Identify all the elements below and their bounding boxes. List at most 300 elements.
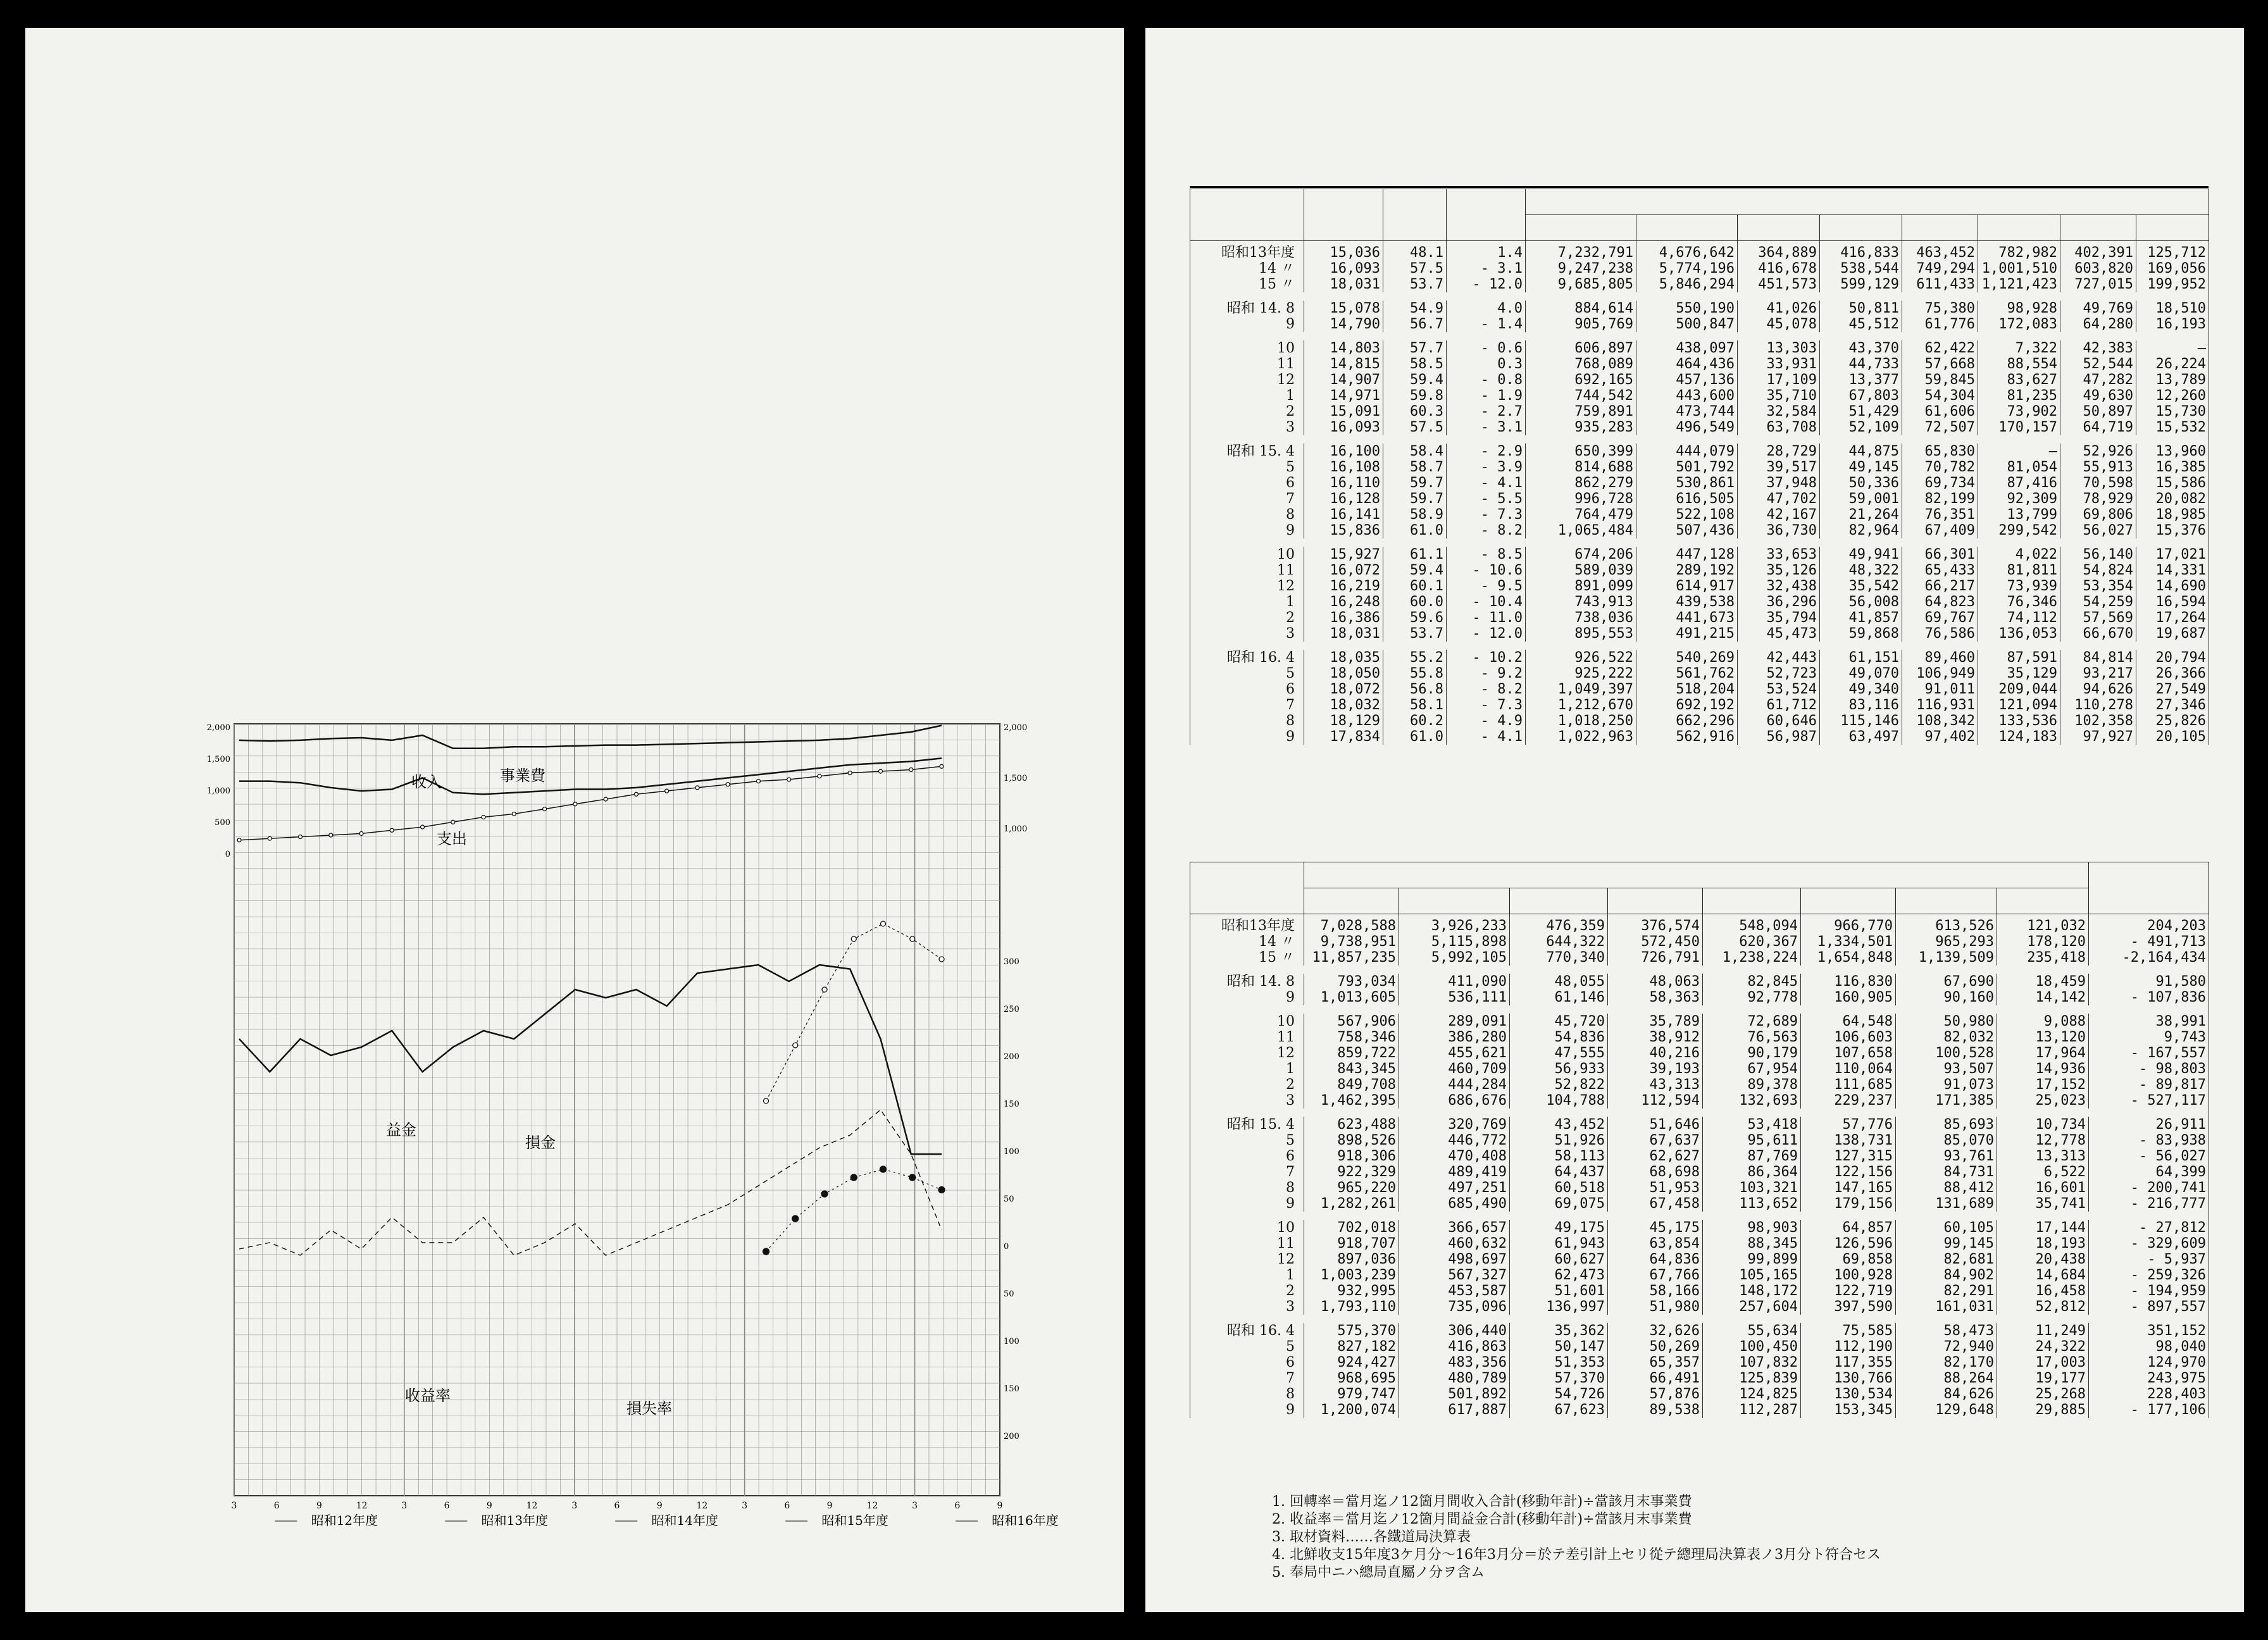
value-cell: 4.0: [1447, 301, 1526, 316]
value-cell: 979,747: [1304, 1386, 1399, 1402]
value-cell: 918,707: [1304, 1236, 1399, 1252]
series-point-損金: [764, 1098, 769, 1103]
value-cell: 69,075: [1510, 1196, 1608, 1212]
column-header: [1304, 888, 1399, 914]
value-cell: 100,528: [1896, 1045, 1997, 1061]
value-cell: 13,120: [1997, 1029, 2089, 1045]
value-cell: 898,526: [1304, 1133, 1399, 1148]
value-cell: 49,941: [1820, 547, 1902, 562]
value-cell: 20,438: [1997, 1252, 2089, 1267]
value-cell: 179,156: [1801, 1196, 1896, 1212]
table-row: [1190, 459, 2209, 475]
value-cell: 14,690: [2136, 578, 2209, 594]
column-header: [1383, 189, 1447, 241]
value-cell: 692,192: [1636, 697, 1738, 713]
value-cell: 644,322: [1510, 934, 1608, 950]
value-cell: - 8.5: [1447, 547, 1526, 562]
value-cell: 599,129: [1820, 276, 1902, 292]
value-cell: 460,632: [1399, 1236, 1510, 1252]
period-cell: 1: [1190, 594, 1304, 610]
value-cell: 57,668: [1902, 356, 1978, 372]
period-cell: 6: [1190, 475, 1304, 491]
axis-tick-label: 300: [1004, 957, 1019, 967]
value-cell: 84,902: [1896, 1267, 1997, 1283]
value-cell: 12,260: [2136, 388, 2209, 404]
value-cell: 51,926: [1510, 1133, 1608, 1148]
table-row: [1190, 340, 2209, 356]
value-cell: 935,283: [1526, 419, 1636, 435]
value-cell: 50,897: [2060, 404, 2136, 419]
value-cell: 25,826: [2136, 713, 2209, 729]
value-cell: 228,403: [2089, 1386, 2209, 1402]
table-row: [1190, 241, 2209, 261]
value-cell: - 89,817: [2089, 1077, 2209, 1093]
row-spacer: [1190, 642, 2209, 650]
value-cell: 49,630: [2060, 388, 2136, 404]
value-cell: 16,100: [1304, 444, 1383, 459]
series-point-損失率: [821, 1191, 828, 1197]
value-cell: 27,549: [2136, 681, 2209, 697]
table-row: [1190, 1180, 2209, 1196]
value-cell: 13,377: [1820, 372, 1902, 388]
value-cell: 35,794: [1738, 610, 1820, 626]
value-cell: 67,458: [1608, 1196, 1703, 1212]
value-cell: 57,569: [2060, 610, 2136, 626]
row-spacer: [1190, 332, 2209, 340]
value-cell: - 11.0: [1447, 610, 1526, 626]
value-cell: 42,443: [1738, 650, 1820, 666]
value-cell: 18,072: [1304, 681, 1383, 697]
value-cell: 62,627: [1608, 1148, 1703, 1164]
value-cell: 89,460: [1902, 650, 1978, 666]
value-cell: - 8.2: [1447, 523, 1526, 538]
table-row: [1190, 276, 2209, 292]
value-cell: 59,001: [1820, 491, 1902, 507]
value-cell: 18,193: [1997, 1236, 2089, 1252]
value-cell: 416,863: [1399, 1339, 1510, 1355]
series-point-支出: [940, 764, 944, 768]
value-cell: 102,358: [2060, 713, 2136, 729]
row-spacer: [1190, 1315, 2209, 1323]
value-cell: - 167,557: [2089, 1045, 2209, 1061]
value-cell: 51,353: [1510, 1355, 1608, 1370]
value-cell: 171,385: [1896, 1093, 1997, 1109]
row-spacer: [1190, 1109, 2209, 1117]
value-cell: 36,296: [1738, 594, 1820, 610]
footnote: 1. 回轉率＝當月迄ノ12箇月間收入合計(移動年計)÷當該月末事業費: [1272, 1494, 1692, 1510]
table-row: [1190, 974, 2209, 990]
value-cell: 567,327: [1399, 1267, 1510, 1283]
series-point-損金: [793, 1043, 798, 1048]
value-cell: 112,287: [1703, 1402, 1801, 1418]
value-cell: 43,370: [1820, 340, 1902, 356]
value-cell: 112,594: [1608, 1093, 1703, 1109]
value-cell: 14,971: [1304, 388, 1383, 404]
value-cell: 61,606: [1902, 404, 1978, 419]
period-cell: 昭和 15. 4: [1190, 1117, 1304, 1133]
year-label: 昭和16年度: [992, 1513, 1059, 1528]
value-cell: 64,836: [1608, 1252, 1703, 1267]
value-cell: - 83,938: [2089, 1133, 2209, 1148]
value-cell: 5,846,294: [1636, 276, 1738, 292]
value-cell: 1,003,239: [1304, 1267, 1399, 1283]
period-cell: 5: [1190, 666, 1304, 681]
value-cell: - 3.1: [1447, 419, 1526, 435]
value-cell: 289,091: [1399, 1014, 1510, 1029]
table-row: [1190, 1339, 2209, 1355]
table-row: [1190, 491, 2209, 507]
value-cell: 623,488: [1304, 1117, 1399, 1133]
value-cell: 685,490: [1399, 1196, 1510, 1212]
value-cell: 14,142: [1997, 990, 2089, 1005]
value-cell: 15,836: [1304, 523, 1383, 538]
value-cell: 35,126: [1738, 562, 1820, 578]
value-cell: 51,429: [1820, 404, 1902, 419]
value-cell: 53,418: [1703, 1117, 1801, 1133]
value-cell: 69,767: [1902, 610, 1978, 626]
value-cell: 32,626: [1608, 1323, 1703, 1339]
value-cell: 443,600: [1636, 388, 1738, 404]
value-cell: 56.7: [1383, 316, 1447, 332]
value-cell: 89,538: [1608, 1402, 1703, 1418]
value-cell: 28,729: [1738, 444, 1820, 459]
value-cell: 744,542: [1526, 388, 1636, 404]
value-cell: 19,177: [1997, 1370, 2089, 1386]
value-cell: 758,346: [1304, 1029, 1399, 1045]
table-row: [1190, 444, 2209, 459]
axis-tick-label: 500: [215, 818, 230, 828]
value-cell: 14,803: [1304, 340, 1383, 356]
value-cell: 124,825: [1703, 1386, 1801, 1402]
value-cell: 75,585: [1801, 1323, 1896, 1339]
value-cell: 674,206: [1526, 547, 1636, 562]
value-cell: 130,766: [1801, 1370, 1896, 1386]
year-label: 昭和13年度: [481, 1513, 549, 1528]
value-cell: 895,553: [1526, 626, 1636, 642]
table-row: [1190, 404, 2209, 419]
value-cell: 136,053: [1978, 626, 2060, 642]
value-cell: 56,140: [2060, 547, 2136, 562]
table-row: [1190, 914, 2209, 935]
value-cell: 61.0: [1383, 729, 1447, 745]
period-cell: 2: [1190, 404, 1304, 419]
value-cell: 402,391: [2060, 241, 2136, 261]
value-cell: 299,542: [1978, 523, 2060, 538]
value-cell: - 5,937: [2089, 1252, 2209, 1267]
series-point-支出: [299, 835, 302, 839]
value-cell: 351,152: [2089, 1323, 2209, 1339]
value-cell: 849,708: [1304, 1077, 1399, 1093]
value-cell: - 0.8: [1447, 372, 1526, 388]
value-cell: - 897,557: [2089, 1299, 2209, 1315]
value-cell: 172,083: [1978, 316, 2060, 332]
axis-tick-label: 2,000: [1004, 723, 1028, 733]
period-cell: 昭和13年度: [1190, 241, 1304, 261]
value-cell: 93,507: [1896, 1061, 1997, 1077]
table-row: [1190, 1061, 2209, 1077]
series-label: 益金: [386, 1121, 416, 1139]
table-row: [1190, 934, 2209, 950]
axis-tick-label: 1,000: [1004, 824, 1028, 834]
table-row: [1190, 316, 2209, 332]
value-cell: 16,193: [2136, 316, 2209, 332]
value-cell: 483,356: [1399, 1355, 1510, 1370]
value-cell: 116,830: [1801, 974, 1896, 990]
month-tick-label: 3: [401, 1501, 408, 1511]
left-page: [25, 28, 1124, 1612]
value-cell: 5,774,196: [1636, 261, 1738, 276]
value-cell: 464,436: [1636, 356, 1738, 372]
value-cell: 58.4: [1383, 444, 1447, 459]
value-cell: 35,741: [1997, 1196, 2089, 1212]
footnote: 5. 奉局中ニハ總局直屬ノ分ヲ含ム: [1272, 1565, 1485, 1581]
value-cell: 57,876: [1608, 1386, 1703, 1402]
series-point-損失率: [763, 1248, 770, 1255]
value-cell: 727,015: [2060, 276, 2136, 292]
value-cell: 88,554: [1978, 356, 2060, 372]
month-tick-label: 6: [273, 1501, 280, 1511]
value-cell: 62,422: [1902, 340, 1978, 356]
value-cell: 130,534: [1801, 1386, 1896, 1402]
value-cell: 17,003: [1997, 1355, 2089, 1370]
value-cell: 66,217: [1902, 578, 1978, 594]
series-point-支出: [268, 836, 271, 840]
series-point-支出: [756, 780, 760, 783]
value-cell: 53,524: [1738, 681, 1820, 697]
value-cell: 15,376: [2136, 523, 2209, 538]
value-cell: - 5.5: [1447, 491, 1526, 507]
axis-tick-label: 250: [1004, 1005, 1019, 1014]
value-cell: 66,301: [1902, 547, 1978, 562]
value-cell: 603,820: [2060, 261, 2136, 276]
table-row: [1190, 1148, 2209, 1164]
row-spacer: [1190, 538, 2209, 547]
value-cell: 68,698: [1608, 1164, 1703, 1180]
value-cell: 60,105: [1896, 1220, 1997, 1236]
value-cell: 606,897: [1526, 340, 1636, 356]
table-row: [1190, 507, 2209, 523]
value-cell: 73,902: [1978, 404, 2060, 419]
value-cell: 59.6: [1383, 610, 1447, 626]
value-cell: 64,857: [1801, 1220, 1896, 1236]
row-spacer: [1190, 966, 2209, 974]
column-header: [1738, 215, 1820, 241]
value-cell: 13,313: [1997, 1148, 2089, 1164]
value-cell: 60.0: [1383, 594, 1447, 610]
value-cell: 50,269: [1608, 1339, 1703, 1355]
series-line-事業費: [239, 726, 942, 749]
value-cell: 500,847: [1636, 316, 1738, 332]
value-cell: 61.1: [1383, 547, 1447, 562]
value-cell: 81,811: [1978, 562, 2060, 578]
value-cell: 117,355: [1801, 1355, 1896, 1370]
value-cell: 49,175: [1510, 1220, 1608, 1236]
value-cell: 131,689: [1896, 1196, 1997, 1212]
value-cell: 63,854: [1608, 1236, 1703, 1252]
month-tick-label: 9: [316, 1501, 322, 1511]
value-cell: 41,026: [1738, 301, 1820, 316]
value-cell: 572,450: [1608, 934, 1703, 950]
value-cell: 9,247,238: [1526, 261, 1636, 276]
value-cell: 106,603: [1801, 1029, 1896, 1045]
value-cell: 1,022,963: [1526, 729, 1636, 745]
value-cell: 662,296: [1636, 713, 1738, 729]
period-cell: 9: [1190, 1402, 1304, 1418]
value-cell: 60,646: [1738, 713, 1820, 729]
value-cell: 66,491: [1608, 1370, 1703, 1386]
year-label: 昭和12年度: [311, 1513, 378, 1528]
series-point-支出: [512, 812, 516, 816]
value-cell: 1,065,484: [1526, 523, 1636, 538]
value-cell: 416,678: [1738, 261, 1820, 276]
value-cell: 54,259: [2060, 594, 2136, 610]
value-cell: 72,507: [1902, 419, 1978, 435]
month-tick-label: 12: [866, 1501, 878, 1511]
column-header: [1997, 888, 2089, 914]
value-cell: 14,790: [1304, 316, 1383, 332]
table-row: [1190, 1370, 2209, 1386]
value-cell: 457,136: [1636, 372, 1738, 388]
value-cell: 1,793,110: [1304, 1299, 1399, 1315]
value-cell: 55.2: [1383, 650, 1447, 666]
value-cell: 54,824: [2060, 562, 2136, 578]
value-cell: 13,960: [2136, 444, 2209, 459]
value-cell: 70,598: [2060, 475, 2136, 491]
value-cell: 4,676,642: [1636, 241, 1738, 261]
operating-results-chart: [196, 711, 1059, 1528]
series-point-損失率: [880, 1166, 887, 1172]
table-row: [1190, 1117, 2209, 1133]
value-cell: 611,433: [1902, 276, 1978, 292]
value-cell: 16,093: [1304, 261, 1383, 276]
value-cell: 793,034: [1304, 974, 1399, 990]
period-cell: 11: [1190, 1029, 1304, 1045]
value-cell: - 107,836: [2089, 990, 2209, 1005]
value-cell: 14,936: [1997, 1061, 2089, 1077]
value-cell: 52,544: [2060, 356, 2136, 372]
value-cell: 32,438: [1738, 578, 1820, 594]
series-point-損金: [851, 936, 856, 941]
value-cell: 84,814: [2060, 650, 2136, 666]
value-cell: - 7.3: [1447, 507, 1526, 523]
period-cell: 8: [1190, 713, 1304, 729]
value-cell: 16,128: [1304, 491, 1383, 507]
value-cell: - 10.4: [1447, 594, 1526, 610]
value-cell: 51,646: [1608, 1117, 1703, 1133]
period-cell: 10: [1190, 1220, 1304, 1236]
period-cell: 2: [1190, 610, 1304, 626]
value-cell: 44,875: [1820, 444, 1902, 459]
value-cell: 905,769: [1526, 316, 1636, 332]
value-cell: 63,497: [1820, 729, 1902, 745]
value-cell: - 2.7: [1447, 404, 1526, 419]
value-cell: 1,334,501: [1801, 934, 1896, 950]
value-cell: 92,309: [1978, 491, 2060, 507]
value-cell: 88,345: [1703, 1236, 1801, 1252]
value-cell: 67,409: [1902, 523, 1978, 538]
value-cell: 147,165: [1801, 1180, 1896, 1196]
value-cell: 17,144: [1997, 1220, 2089, 1236]
table-row: [1190, 261, 2209, 276]
value-cell: 65,830: [1902, 444, 1978, 459]
value-cell: - 491,713: [2089, 934, 2209, 950]
column-header: [1608, 888, 1703, 914]
table-row: [1190, 1029, 2209, 1045]
table-row: [1190, 610, 2209, 626]
value-cell: 89,378: [1703, 1077, 1801, 1093]
period-cell: 昭和 14. 8: [1190, 301, 1304, 316]
value-cell: 69,734: [1902, 475, 1978, 491]
period-cell: 3: [1190, 419, 1304, 435]
value-cell: 726,791: [1608, 950, 1703, 966]
value-cell: 107,658: [1801, 1045, 1896, 1061]
column-header: [1801, 888, 1896, 914]
value-cell: 64,399: [2089, 1164, 2209, 1180]
value-cell: 93,217: [2060, 666, 2136, 681]
value-cell: 891,099: [1526, 578, 1636, 594]
value-cell: 78,929: [2060, 491, 2136, 507]
value-cell: 87,416: [1978, 475, 2060, 491]
value-cell: 49,145: [1820, 459, 1902, 475]
value-cell: 501,892: [1399, 1386, 1510, 1402]
period-cell: 10: [1190, 1014, 1304, 1029]
value-cell: 15,036: [1304, 241, 1383, 261]
value-cell: 85,693: [1896, 1117, 1997, 1133]
value-cell: 100,928: [1801, 1267, 1896, 1283]
value-cell: 129,648: [1896, 1402, 1997, 1418]
period-cell: 昭和 16. 4: [1190, 650, 1304, 666]
value-cell: 460,709: [1399, 1061, 1510, 1077]
value-cell: 48.1: [1383, 241, 1447, 261]
value-cell: 67,954: [1703, 1061, 1801, 1077]
value-cell: 49,070: [1820, 666, 1902, 681]
value-cell: 61,151: [1820, 650, 1902, 666]
income-table: [1190, 189, 2209, 745]
value-cell: 113,652: [1703, 1196, 1801, 1212]
period-cell: 1: [1190, 1061, 1304, 1077]
value-cell: 82,964: [1820, 523, 1902, 538]
footnotes: [1272, 1493, 1881, 1582]
value-cell: 48,063: [1608, 974, 1703, 990]
value-cell: 61.0: [1383, 523, 1447, 538]
value-cell: 76,346: [1978, 594, 2060, 610]
axis-tick-label: 200: [1004, 1432, 1019, 1441]
value-cell: 965,220: [1304, 1180, 1399, 1196]
value-cell: 72,689: [1703, 1014, 1801, 1029]
value-cell: 1,139,509: [1896, 950, 1997, 966]
value-cell: 922,329: [1304, 1164, 1399, 1180]
expense-table: [1190, 862, 2209, 1418]
period-cell: 9: [1190, 990, 1304, 1005]
expense-group-header-row: [1190, 862, 2209, 888]
value-cell: 103,321: [1703, 1180, 1801, 1196]
series-label: 損金: [525, 1134, 556, 1152]
value-cell: 170,157: [1978, 419, 2060, 435]
value-cell: 843,345: [1304, 1061, 1399, 1077]
value-cell: 81,235: [1978, 388, 2060, 404]
axis-tick-label: 1,500: [1004, 774, 1028, 783]
period-cell: 昭和 15. 4: [1190, 444, 1304, 459]
column-header: [1526, 215, 1636, 241]
value-cell: 439,538: [1636, 594, 1738, 610]
value-cell: 64,823: [1902, 594, 1978, 610]
value-cell: 97,927: [2060, 729, 2136, 745]
value-cell: 97,402: [1902, 729, 1978, 745]
table-row: [1190, 1299, 2209, 1315]
table-row: [1190, 729, 2209, 745]
value-cell: 121,094: [1978, 697, 2060, 713]
value-cell: 55,634: [1703, 1323, 1801, 1339]
